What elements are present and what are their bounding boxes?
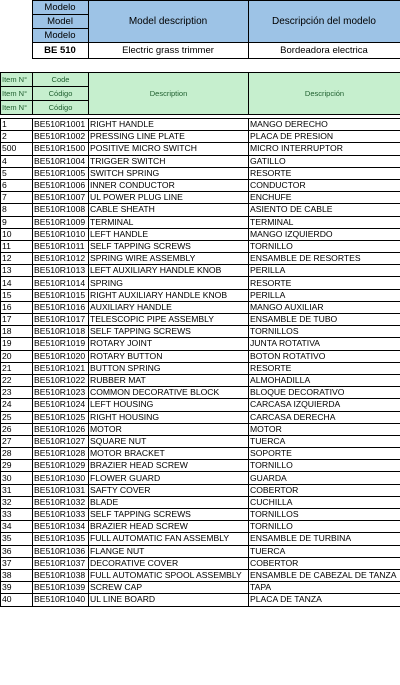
item-number-cell: 7 [1,192,33,204]
description-es-cell: GUARDA [249,472,400,484]
table-row [1,119,400,131]
description-en-cell: LEFT AUXILIARY HANDLE KNOB [89,265,249,277]
description-en-cell: ROTARY JOINT [89,338,249,350]
description-en-cell: SWITCH SPRING [89,167,249,179]
description-en-cell: FULL AUTOMATIC SPOOL ASSEMBLY [89,569,249,581]
description-es-cell: JUNTA ROTATIVA [249,338,400,350]
table-row [1,240,400,252]
item-number-cell: 16 [1,301,33,313]
part-code-cell: BE510R1032 [33,496,89,508]
item-number-cell: 21 [1,362,33,374]
blank-cell [0,43,32,59]
item-number-cell: 17 [1,314,33,326]
item-number-cell: 27 [1,435,33,447]
item-number-cell: 23 [1,387,33,399]
item-number-cell: 37 [1,557,33,569]
table-row [1,131,400,143]
description-en-cell: SELF TAPPING SCREWS [89,326,249,338]
table-row [1,387,400,399]
description-en-cell: BUTTON SPRING [89,362,249,374]
item-number-cell: 28 [1,448,33,460]
part-code-cell: BE510R1020 [33,350,89,362]
description-es-cell: BOTON ROTATIVO [249,350,400,362]
item-number-cell: 2 [1,131,33,143]
part-code-cell: BE510R1022 [33,374,89,386]
description-es-cell: RESORTE [249,362,400,374]
code-header: Code [33,73,89,87]
item-number-cell: 10 [1,228,33,240]
description-es-cell: TORNILLOS [249,326,400,338]
item-number-cell: 34 [1,521,33,533]
table-row [1,326,400,338]
part-code-cell: BE510R1015 [33,289,89,301]
item-number-cell: 8 [1,204,33,216]
part-code-cell: BE510R1027 [33,435,89,447]
description-es-cell: ENSAMBLE DE TUBO [249,314,400,326]
table-row [1,155,400,167]
table-row [1,301,400,313]
item-number-cell: 11 [1,240,33,252]
table-row [1,509,400,521]
description-en-cell: TELESCOPIC PIPE ASSEMBLY [89,314,249,326]
description-en-cell: FLOWER GUARD [89,472,249,484]
item-number-cell: 39 [1,582,33,594]
blank-cell [0,29,32,43]
table-row [1,533,400,545]
description-es-header: Descripción [249,73,400,115]
part-code-cell: BE510R1001 [33,119,89,131]
part-code-cell: BE510R1018 [33,326,89,338]
description-en-cell: RUBBER MAT [89,374,249,386]
description-en-cell: ROTARY BUTTON [89,350,249,362]
description-es-cell: CONDUCTOR [249,179,400,191]
item-number-cell: 13 [1,265,33,277]
item-number-cell: 1 [1,119,33,131]
description-en-cell: FULL AUTOMATIC FAN ASSEMBLY [89,533,249,545]
table-row [1,557,400,569]
table-row [1,362,400,374]
part-code-cell: BE510R1023 [33,387,89,399]
description-en-cell: FLANGE NUT [89,545,249,557]
part-code-cell: BE510R1006 [33,179,89,191]
item-header: Item N° [1,87,33,101]
table-row [1,545,400,557]
blank-cell [0,15,32,29]
description-en-header: Description [89,73,249,115]
item-number-cell: 30 [1,472,33,484]
item-number-cell: 40 [1,594,33,606]
item-number-cell: 14 [1,277,33,289]
model-value: BE 510 [32,43,88,59]
table-row [1,496,400,508]
item-number-cell: 24 [1,399,33,411]
table-row [1,192,400,204]
description-es-cell: COBERTOR [249,557,400,569]
description-en-cell: SPRING WIRE ASSEMBLY [89,253,249,265]
description-en-cell: PRESSING LINE PLATE [89,131,249,143]
description-en-cell: RIGHT HANDLE [89,119,249,131]
description-en-cell: SELF TAPPING SCREWS [89,240,249,252]
code-header: Código [33,101,89,115]
description-es-cell: ENSAMBLE DE CABEZAL DE TANZA [249,569,400,581]
model-label-3: Modelo [32,29,88,43]
description-es-cell: PERILLA [249,265,400,277]
item-number-cell: 6 [1,179,33,191]
description-en-cell: AUXILIARY HANDLE [89,301,249,313]
table-row [1,350,400,362]
table-row [1,167,400,179]
description-es-cell: MOTOR [249,423,400,435]
description-es-cell: COBERTOR [249,484,400,496]
item-number-cell: 36 [1,545,33,557]
item-number-cell: 38 [1,569,33,581]
part-code-cell: BE510R1031 [33,484,89,496]
description-en-cell: LEFT HANDLE [89,228,249,240]
table-row [1,228,400,240]
part-code-cell: BE510R1008 [33,204,89,216]
table-row [1,569,400,581]
description-es-cell: TERMINAL [249,216,400,228]
table-row [1,338,400,350]
item-number-cell: 18 [1,326,33,338]
part-code-cell: BE510R1021 [33,362,89,374]
description-es-cell: CUCHILLA [249,496,400,508]
table-row [1,472,400,484]
item-number-cell: 19 [1,338,33,350]
description-es-cell: TORNILLOS [249,509,400,521]
model-label-1: Modelo [32,1,88,15]
part-code-cell: BE510R1007 [33,192,89,204]
part-code-cell: BE510R1033 [33,509,89,521]
description-en-cell: CABLE SHEATH [89,204,249,216]
part-code-cell: BE510R1005 [33,167,89,179]
description-es-cell: ENSAMBLE DE TURBINA [249,533,400,545]
description-en-cell: RIGHT HOUSING [89,411,249,423]
table-row [1,448,400,460]
description-es-cell: TAPA [249,582,400,594]
table-row [1,253,400,265]
blank-cell [0,1,32,15]
description-en-cell: UL LINE BOARD [89,594,249,606]
description-es-cell: PLACA DE TANZA [249,594,400,606]
description-es-cell: BLOQUE DECORATIVO [249,387,400,399]
description-es-cell: MANGO DERECHO [249,119,400,131]
description-es-cell: MICRO INTERRUPTOR [249,143,400,155]
table-row [1,277,400,289]
item-number-cell: 4 [1,155,33,167]
description-en-cell: BRAZIER HEAD SCREW [89,521,249,533]
table-row [1,314,400,326]
description-es-cell: MANGO AUXILIAR [249,301,400,313]
part-code-cell: BE510R1029 [33,460,89,472]
description-en-cell: SCREW CAP [89,582,249,594]
part-code-cell: BE510R1028 [33,448,89,460]
parts-table-body [1,119,400,607]
table-row [1,143,400,155]
item-number-cell: 15 [1,289,33,301]
part-code-cell: BE510R1040 [33,594,89,606]
description-en-cell: POSITIVE MICRO SWITCH [89,143,249,155]
description-es-cell: CARCASA DERECHA [249,411,400,423]
part-code-cell: BE510R1025 [33,411,89,423]
item-number-cell: 22 [1,374,33,386]
code-header: Código [33,87,89,101]
item-number-cell: 12 [1,253,33,265]
part-code-cell: BE510R1037 [33,557,89,569]
table-row [1,399,400,411]
part-code-cell: BE510R1019 [33,338,89,350]
item-number-cell: 500 [1,143,33,155]
description-en-cell: TERMINAL [89,216,249,228]
description-en-cell: MOTOR BRACKET [89,448,249,460]
item-header: Item N° [1,73,33,87]
table-row [1,594,400,606]
item-number-cell: 25 [1,411,33,423]
item-number-cell: 29 [1,460,33,472]
description-es-cell: TORNILLO [249,240,400,252]
description-es-cell: TORNILLO [249,521,400,533]
item-number-cell: 32 [1,496,33,508]
item-number-cell: 33 [1,509,33,521]
description-en-cell: LEFT HOUSING [89,399,249,411]
table-row [1,423,400,435]
model-description-en-header: Model description [88,1,248,43]
table-row [1,374,400,386]
description-en-cell: COMMON DECORATIVE BLOCK [89,387,249,399]
part-code-cell: BE510R1030 [33,472,89,484]
part-code-cell: BE510R1013 [33,265,89,277]
description-es-cell: ENCHUFE [249,192,400,204]
model-desc-es: Bordeadora electrica [248,43,400,59]
description-es-cell: MANGO IZQUIERDO [249,228,400,240]
description-en-cell: RIGHT AUXILIARY HANDLE KNOB [89,289,249,301]
model-desc-en: Electric grass trimmer [88,43,248,59]
table-row [1,289,400,301]
model-label-2: Model [32,15,88,29]
item-number-cell: 26 [1,423,33,435]
table-row [1,179,400,191]
description-en-cell: INNER CONDUCTOR [89,179,249,191]
part-code-cell: BE510R1024 [33,399,89,411]
item-number-cell: 31 [1,484,33,496]
table-row [1,521,400,533]
description-en-cell: BRAZIER HEAD SCREW [89,460,249,472]
description-en-cell: SQUARE NUT [89,435,249,447]
description-es-cell: GATILLO [249,155,400,167]
description-es-cell: ASIENTO DE CABLE [249,204,400,216]
part-code-cell: BE510R1012 [33,253,89,265]
part-code-cell: BE510R1009 [33,216,89,228]
description-es-cell: CARCASA IZQUIERDA [249,399,400,411]
description-es-cell: TUERCA [249,545,400,557]
part-code-cell: BE510R1017 [33,314,89,326]
part-code-cell: BE510R1026 [33,423,89,435]
description-es-cell: TORNILLO [249,460,400,472]
description-es-cell: SOPORTE [249,448,400,460]
part-code-cell: BE510R1002 [33,131,89,143]
item-number-cell: 9 [1,216,33,228]
table-row [1,484,400,496]
part-code-cell: BE510R1038 [33,569,89,581]
description-en-cell: TRIGGER SWITCH [89,155,249,167]
part-code-cell: BE510R1016 [33,301,89,313]
table-row [1,204,400,216]
item-header: Item N° [1,101,33,115]
description-es-cell: TUERCA [249,435,400,447]
part-code-cell: BE510R1014 [33,277,89,289]
table-row [1,216,400,228]
description-en-cell: SELF TAPPING SCREWS [89,509,249,521]
part-code-cell: BE510R1004 [33,155,89,167]
description-en-cell: UL POWER PLUG LINE [89,192,249,204]
model-header-table [0,0,400,59]
part-code-cell: BE510R1500 [33,143,89,155]
item-number-cell: 5 [1,167,33,179]
item-number-cell: 20 [1,350,33,362]
parts-table [0,118,400,607]
description-es-cell: PERILLA [249,289,400,301]
description-en-cell: DECORATIVE COVER [89,557,249,569]
model-description-es-header: Descripción del modelo [248,1,400,43]
part-code-cell: BE510R1010 [33,228,89,240]
description-en-cell: SAFTY COVER [89,484,249,496]
description-en-cell: SPRING [89,277,249,289]
item-number-cell: 35 [1,533,33,545]
part-code-cell: BE510R1035 [33,533,89,545]
table-row [1,411,400,423]
description-es-cell: RESORTE [249,277,400,289]
part-code-cell: BE510R1034 [33,521,89,533]
table-row [1,435,400,447]
description-es-cell: RESORTE [249,167,400,179]
part-code-cell: BE510R1039 [33,582,89,594]
part-code-cell: BE510R1036 [33,545,89,557]
table-row [1,460,400,472]
part-code-cell: BE510R1011 [33,240,89,252]
table-row [1,265,400,277]
description-es-cell: ALMOHADILLA [249,374,400,386]
parts-header-table [0,72,400,115]
description-es-cell: ENSAMBLE DE RESORTES [249,253,400,265]
description-es-cell: PLACA DE PRESION [249,131,400,143]
table-row [1,582,400,594]
description-en-cell: BLADE [89,496,249,508]
description-en-cell: MOTOR [89,423,249,435]
